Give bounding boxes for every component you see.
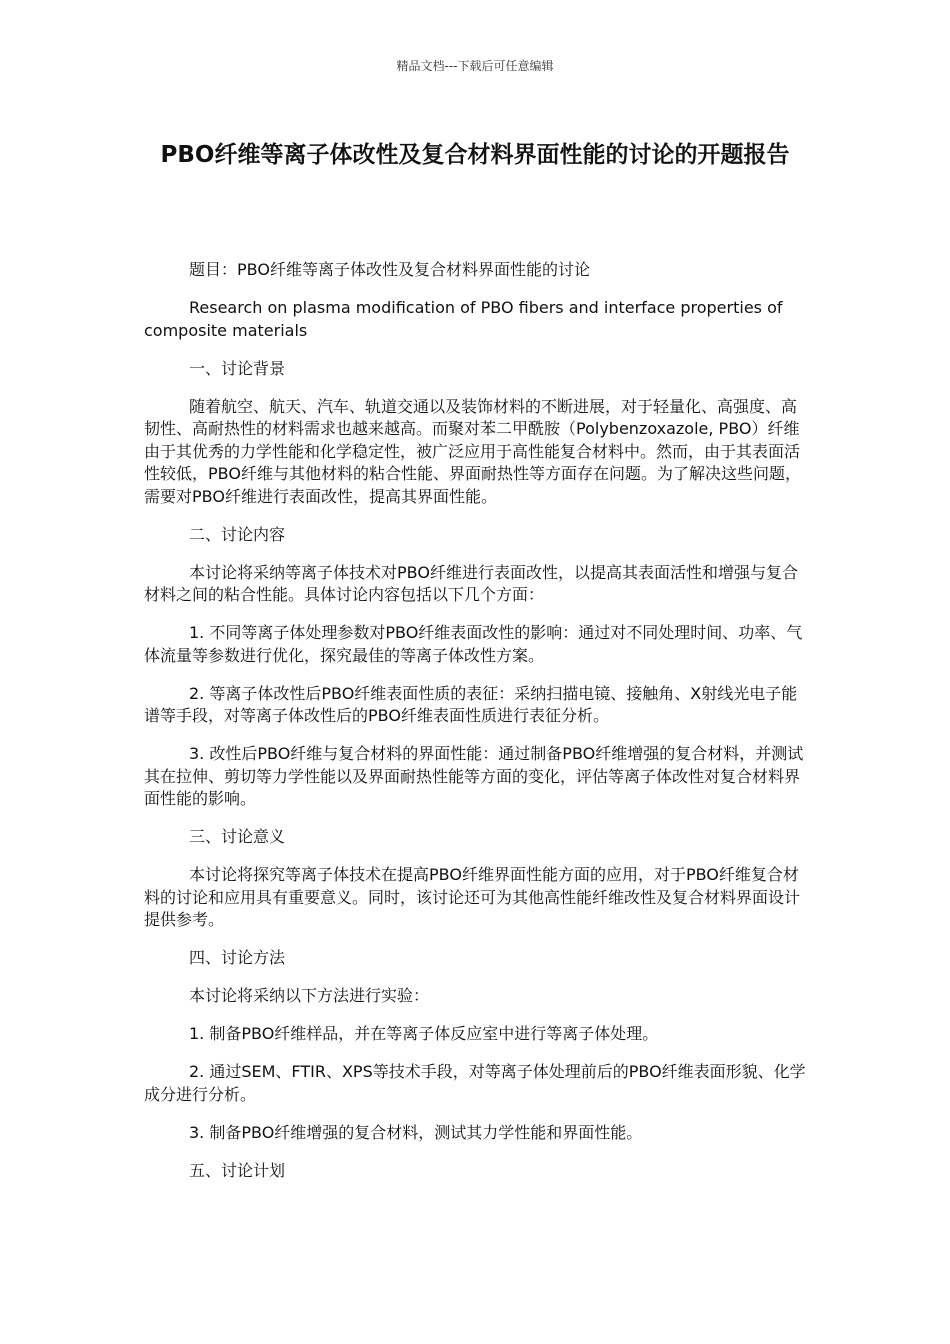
background-paragraph: 随着航空、航天、汽车、轨道交通以及装饰材料的不断进展，对于轻量化、高强度、高韧性、高耐热性的材料需求也越来越高。而聚对苯二甲酰胺（Polybenzoxazole, PBO）纤维由于其优秀的力学性能和化学稳定性，被广泛应用于高性能复合材料中。然而，由于其表面活性较低，PBO纤维与其他材料的粘合性能、界面耐热性等方面存在问题。为了解决这些问题，需要对PBO纤维进行表面改性，提高其界面性能。 — [144, 396, 801, 506]
section-heading-background: 一、讨论背景 — [189, 358, 286, 378]
method-item-3: 3. 制备PBO纤维增强的复合材料，测试其力学性能和界面性能。 — [189, 1122, 643, 1142]
methods-intro: 本讨论将采纳以下方法进行实验： — [189, 986, 430, 1005]
section-heading-content: 二、讨论内容 — [189, 524, 286, 544]
content-item-3: 3. 改性后PBO纤维与复合材料的界面性能：通过制备PBO纤维增强的复合材料，并测试其在拉伸、剪切等力学性能以及界面耐热性能等方面的变化，评估等离子体改性对复合材料界面性能的影响。 — [144, 744, 804, 808]
method-item-1: 1. 制备PBO纤维样品，并在等离子体反应室中进行等离子体处理。 — [189, 1024, 659, 1043]
content-intro-paragraph: 本讨论将采纳等离子体技术对PBO纤维进行表面改性，以提高其表面活性和增强与复合材料之间的粘合性能。具体讨论内容包括以下几个方面： — [144, 562, 798, 604]
section-heading-methods: 四、讨论方法 — [189, 948, 286, 967]
page-header: 精品文档---下载后可任意编辑 — [396, 59, 554, 73]
section-heading-plan: 五、讨论计划 — [189, 1160, 286, 1180]
significance-paragraph: 本讨论将探究等离子体技术在提高PBO纤维界面性能方面的应用，对于PBO纤维复合材料的讨论和应用具有重要意义。同时，该讨论还可为其他高性能纤维改性及复合材料界面设计提供参考。 — [144, 865, 801, 929]
method-item-2: 2. 通过SEM、FTIR、XPS等技术手段，对等离子体处理前后的PBO纤维表面形貌、化学成分进行分析。 — [144, 1062, 806, 1104]
document-body — [144, 259, 808, 1198]
topic-line: 题目：PBO纤维等离子体改性及复合材料界面性能的讨论 — [189, 260, 590, 279]
content-item-1: 1. 不同等离子体处理参数对PBO纤维表面改性的影响：通过对不同处理时间、功率、气体流量等参数进行优化，探究最佳的等离子体改性方案。 — [144, 623, 803, 665]
content-item-2: 2. 等离子体改性后PBO纤维表面性质的表征：采纳扫描电镜、接触角、X射线光电子能谱等手段，对等离子体改性后的PBO纤维表面性质进行表征分析。 — [144, 683, 798, 725]
english-title: Research on plasma modification of PBO fibers and interface properties of composite materials — [144, 298, 783, 340]
section-heading-significance: 三、讨论意义 — [189, 827, 286, 846]
document-title: PBO纤维等离子体改性及复合材料界面性能的讨论的开题报告 — [160, 142, 790, 168]
